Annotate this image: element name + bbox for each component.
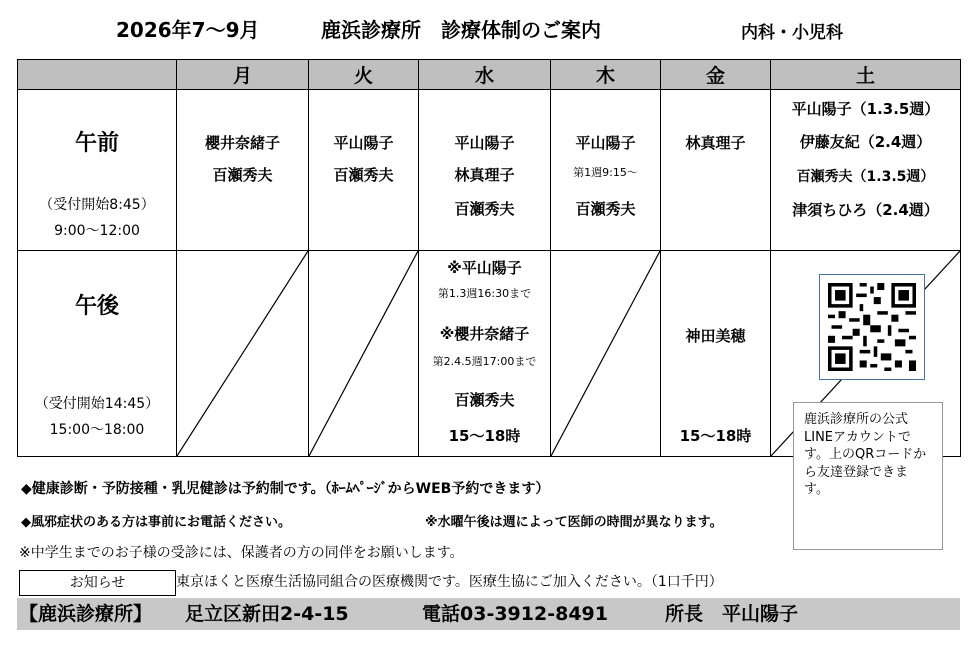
am-thu-doctor: 百瀬秀夫: [575, 200, 636, 218]
am-mon-cell: [177, 90, 309, 251]
notice-text: 東京ほくと医療生活協同組合の医療機関です。医療生協にご加入ください。（1口千円）: [176, 574, 723, 590]
pm-wed-note: 第1.3週16:30まで: [437, 287, 532, 300]
am-tue-doctor: 平山陽子: [333, 134, 394, 152]
pm-fri-cell: [661, 251, 771, 457]
note-guardian: ※中学生までのお子様の受診には、保護者の方の同伴をお願いします。: [19, 545, 464, 561]
am-reception: （受付開始8:45）: [39, 197, 155, 213]
day-tue: 火: [309, 60, 419, 90]
corner-cell: [18, 60, 177, 90]
am-wed-doctor: 平山陽子: [454, 134, 515, 152]
am-label: 午前: [74, 131, 119, 156]
day-mon: 月: [177, 60, 309, 90]
pm-fri-doctor: 神田美穂: [685, 327, 746, 345]
day-thu: 木: [551, 60, 661, 90]
footer-phone[interactable]: 電話03-3912-8491: [422, 603, 608, 625]
am-tue-doctor: 百瀬秀夫: [333, 166, 394, 184]
am-mon-doctor: 櫻井奈緒子: [204, 134, 280, 152]
am-mon-doctor: 百瀬秀夫: [212, 166, 273, 184]
am-thu-note: 第1週9:15～: [573, 166, 638, 179]
day-sat: 土: [771, 60, 961, 90]
am-sat-cell: [771, 90, 961, 251]
pm-fri-time: 15～18時: [679, 427, 752, 445]
day-wed: 水: [419, 60, 551, 90]
am-thu-doctor: 平山陽子: [575, 134, 636, 152]
note-wednesday: ※水曜午後は週によって医師の時間が異なります。: [425, 515, 723, 530]
line-account-caption: 鹿浜診療所の公式LINEアカウントです。上のQRコードから友達登録できます。: [793, 402, 943, 550]
pm-label: 午後: [74, 294, 119, 319]
qr-code-icon: [820, 275, 924, 379]
note-cold-symptoms: ◆風邪症状のある方は事前にお電話ください。: [21, 515, 291, 530]
am-sat-doctor: 平山陽子（1.3.5週）: [791, 100, 940, 118]
am-sat-doctor: 津須ちひろ（2.4週）: [792, 201, 939, 219]
am-fri-cell: [661, 90, 771, 251]
pm-wed-doctor: ※平山陽子: [447, 259, 522, 277]
closed-slash: [551, 251, 660, 456]
header-departments: 内科・小児科: [741, 23, 843, 43]
footer-clinic-name: 【鹿浜診療所】: [19, 603, 153, 625]
note-reservation: ◆健康診断・予防接種・乳児健診は予約制です。（ﾎｰﾑﾍﾟｰｼﾞからWEB予約できます）: [21, 481, 550, 497]
am-wed-cell: [419, 90, 551, 251]
pm-wed-time: 15～18時: [448, 427, 521, 445]
header-clinic-title: 鹿浜診療所 診療体制のご案内: [321, 18, 601, 42]
pm-mon-closed: [177, 251, 309, 457]
header-period: 2026年7～9月: [116, 18, 260, 42]
am-thu-cell: [551, 90, 661, 251]
closed-slash: [309, 251, 418, 456]
closed-slash: [177, 251, 308, 456]
pm-reception: （受付開始14:45）: [34, 396, 160, 412]
pm-tue-closed: [309, 251, 419, 457]
pm-hours: 15:00～18:00: [49, 422, 145, 438]
pm-wed-cell: [419, 251, 551, 457]
am-label-cell: [18, 90, 177, 251]
pm-thu-closed: [551, 251, 661, 457]
day-fri: 金: [661, 60, 771, 90]
pm-wed-doctor: 百瀬秀夫: [454, 391, 515, 409]
am-wed-doctor: 林真理子: [454, 166, 515, 184]
line-qr-code[interactable]: [819, 274, 925, 380]
day-header-row: [18, 60, 961, 90]
am-row: [18, 90, 961, 251]
pm-wed-note: 第2.4.5週17:00まで: [432, 355, 537, 368]
notice-label: お知らせ: [19, 570, 176, 596]
schedule-table: [17, 59, 961, 457]
am-fri-doctor: 林真理子: [685, 134, 746, 152]
am-sat-doctor: 百瀬秀夫（1.3.5週）: [796, 169, 935, 185]
pm-wed-doctor: ※櫻井奈緒子: [439, 325, 530, 343]
pm-label-cell: [18, 251, 177, 457]
am-sat-doctor: 伊藤友紀（2.4週）: [799, 133, 932, 151]
footer-director: 所長 平山陽子: [665, 603, 799, 625]
footer-bar: [17, 598, 960, 630]
footer-address: 足立区新田2-4-15: [185, 603, 349, 625]
am-tue-cell: [309, 90, 419, 251]
am-wed-doctor: 百瀬秀夫: [454, 200, 515, 218]
am-hours: 9:00～12:00: [54, 223, 140, 239]
